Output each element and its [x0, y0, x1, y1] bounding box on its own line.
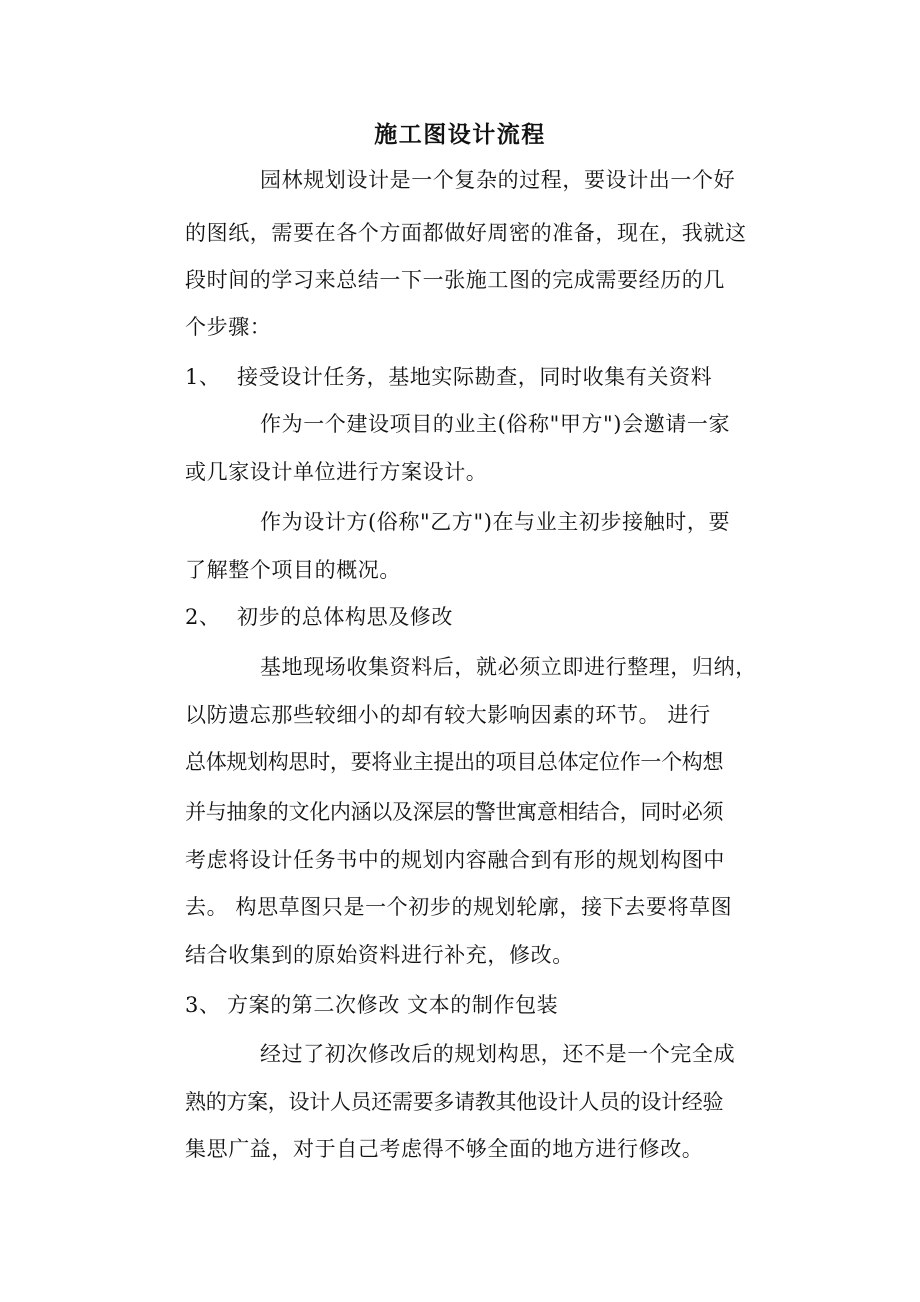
section-heading-text: 方案的第二次修改 文本的制作包装 — [227, 993, 559, 1017]
section2-line-7: 结合收集到的原始资料进行补充，修改。 — [185, 943, 574, 967]
section-heading-2 — [185, 602, 453, 632]
section2-line-2: 以防遗忘那些较细小的却有较大影响因素的环节。 进行 — [185, 703, 711, 727]
section1-p1-line-1: 作为一个建设项目的业主(俗称"甲方")会邀请一家 — [260, 412, 731, 436]
section-heading-text: 接受设计任务，基地实际勘查，同时收集有关资料 — [237, 365, 713, 389]
section-number: 3、 — [185, 993, 221, 1017]
section2-line-3: 总体规划构思时，要将业主提出的项目总体定位作一个构想 — [185, 750, 724, 774]
section3-line-2: 熟的方案，设计人员还需要多请教其他设计人员的设计经验 — [185, 1090, 724, 1114]
intro-line-4: 个步骤： — [185, 315, 272, 339]
intro-line-1: 园林规划设计是一个复杂的过程，要设计出一个好 — [260, 168, 736, 192]
section3-line-3: 集思广益，对于自己考虑得不够全面的地方进行修改。 — [185, 1137, 704, 1161]
section1-p1-line-2: 或几家设计单位进行方案设计。 — [185, 460, 488, 484]
intro-line-2: 的图纸，需要在各个方面都做好周密的准备，现在，我就这 — [185, 221, 747, 245]
document-title: 施工图设计流程 — [374, 121, 546, 148]
section-heading-3 — [185, 990, 558, 1020]
intro-line-3: 段时间的学习来总结一下一张施工图的完成需要经历的几 — [185, 268, 725, 292]
section1-p2-line-1: 作为设计方(俗称"乙方")在与业主初步接触时，要 — [260, 510, 731, 534]
section2-line-1: 基地现场收集资料后，就必须立即进行整理，归纳， — [260, 655, 757, 679]
section-number: 2、 — [185, 605, 221, 629]
section2-line-6: 去。 构思草图只是一个初步的规划轮廓，接下去要将草图 — [185, 895, 733, 919]
section2-line-5: 考虑将设计任务书中的规划内容融合到有形的规划构图中 — [185, 848, 725, 872]
section3-line-1: 经过了初次修改后的规划构思，还不是一个完全成 — [260, 1042, 736, 1066]
section-number: 1、 — [185, 365, 221, 389]
section-heading-text: 初步的总体构思及修改 — [237, 605, 453, 629]
section2-line-4: 并与抽象的文化内涵以及深层的警世寓意相结合，同时必须 — [185, 800, 724, 824]
section-heading-1 — [185, 362, 712, 392]
section1-p2-line-2: 了解整个项目的概况。 — [185, 558, 401, 582]
